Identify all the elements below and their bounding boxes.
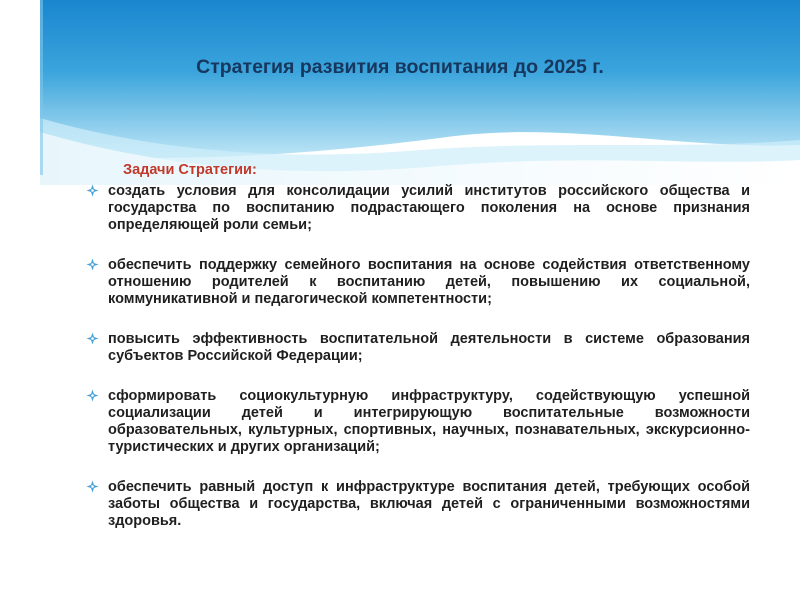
task-list: [86, 183, 750, 530]
task-text: обеспечить равный доступ к инфраструктуре воспитания детей, требующих особой заботы общества и государства, включая детей с ограниченными возможностями здоровья.: [108, 479, 750, 529]
list-item: [86, 388, 750, 456]
task-text: повысить эффективность воспитательной деятельности в системе образования субъектов Российской Федерации;: [108, 331, 750, 364]
slide-title: Стратегия развития воспитания до 2025 г.: [196, 56, 604, 78]
list-item: [86, 331, 750, 365]
list-item: [86, 479, 750, 530]
diamond-bullet-icon: [86, 480, 99, 493]
diamond-bullet-icon: [86, 332, 99, 345]
diamond-bullet-icon: [86, 258, 99, 271]
diamond-bullet-icon: [86, 389, 99, 402]
task-text: сформировать социокультурную инфраструктуру, содействующую успешной социализации детей и интегрирующую воспитательные возможности образовательных, культурных, спортивных, научных, познавательных, экскурсионно-туристических и других организаций;: [108, 388, 750, 455]
task-text: обеспечить поддержку семейного воспитания на основе содействия ответственному отношению родителей к воспитанию детей, повышению их социальной, коммуникативной и педагогической компетентности;: [108, 257, 750, 307]
task-text: создать условия для консолидации усилий институтов российского общества и государства по воспитанию подрастающего поколения на основе признания определяющей роли семьи;: [108, 183, 750, 233]
section-subtitle: Задачи Стратегии:: [123, 162, 257, 178]
list-item: [86, 257, 750, 308]
diamond-bullet-icon: [86, 184, 99, 197]
list-item: [86, 183, 750, 234]
